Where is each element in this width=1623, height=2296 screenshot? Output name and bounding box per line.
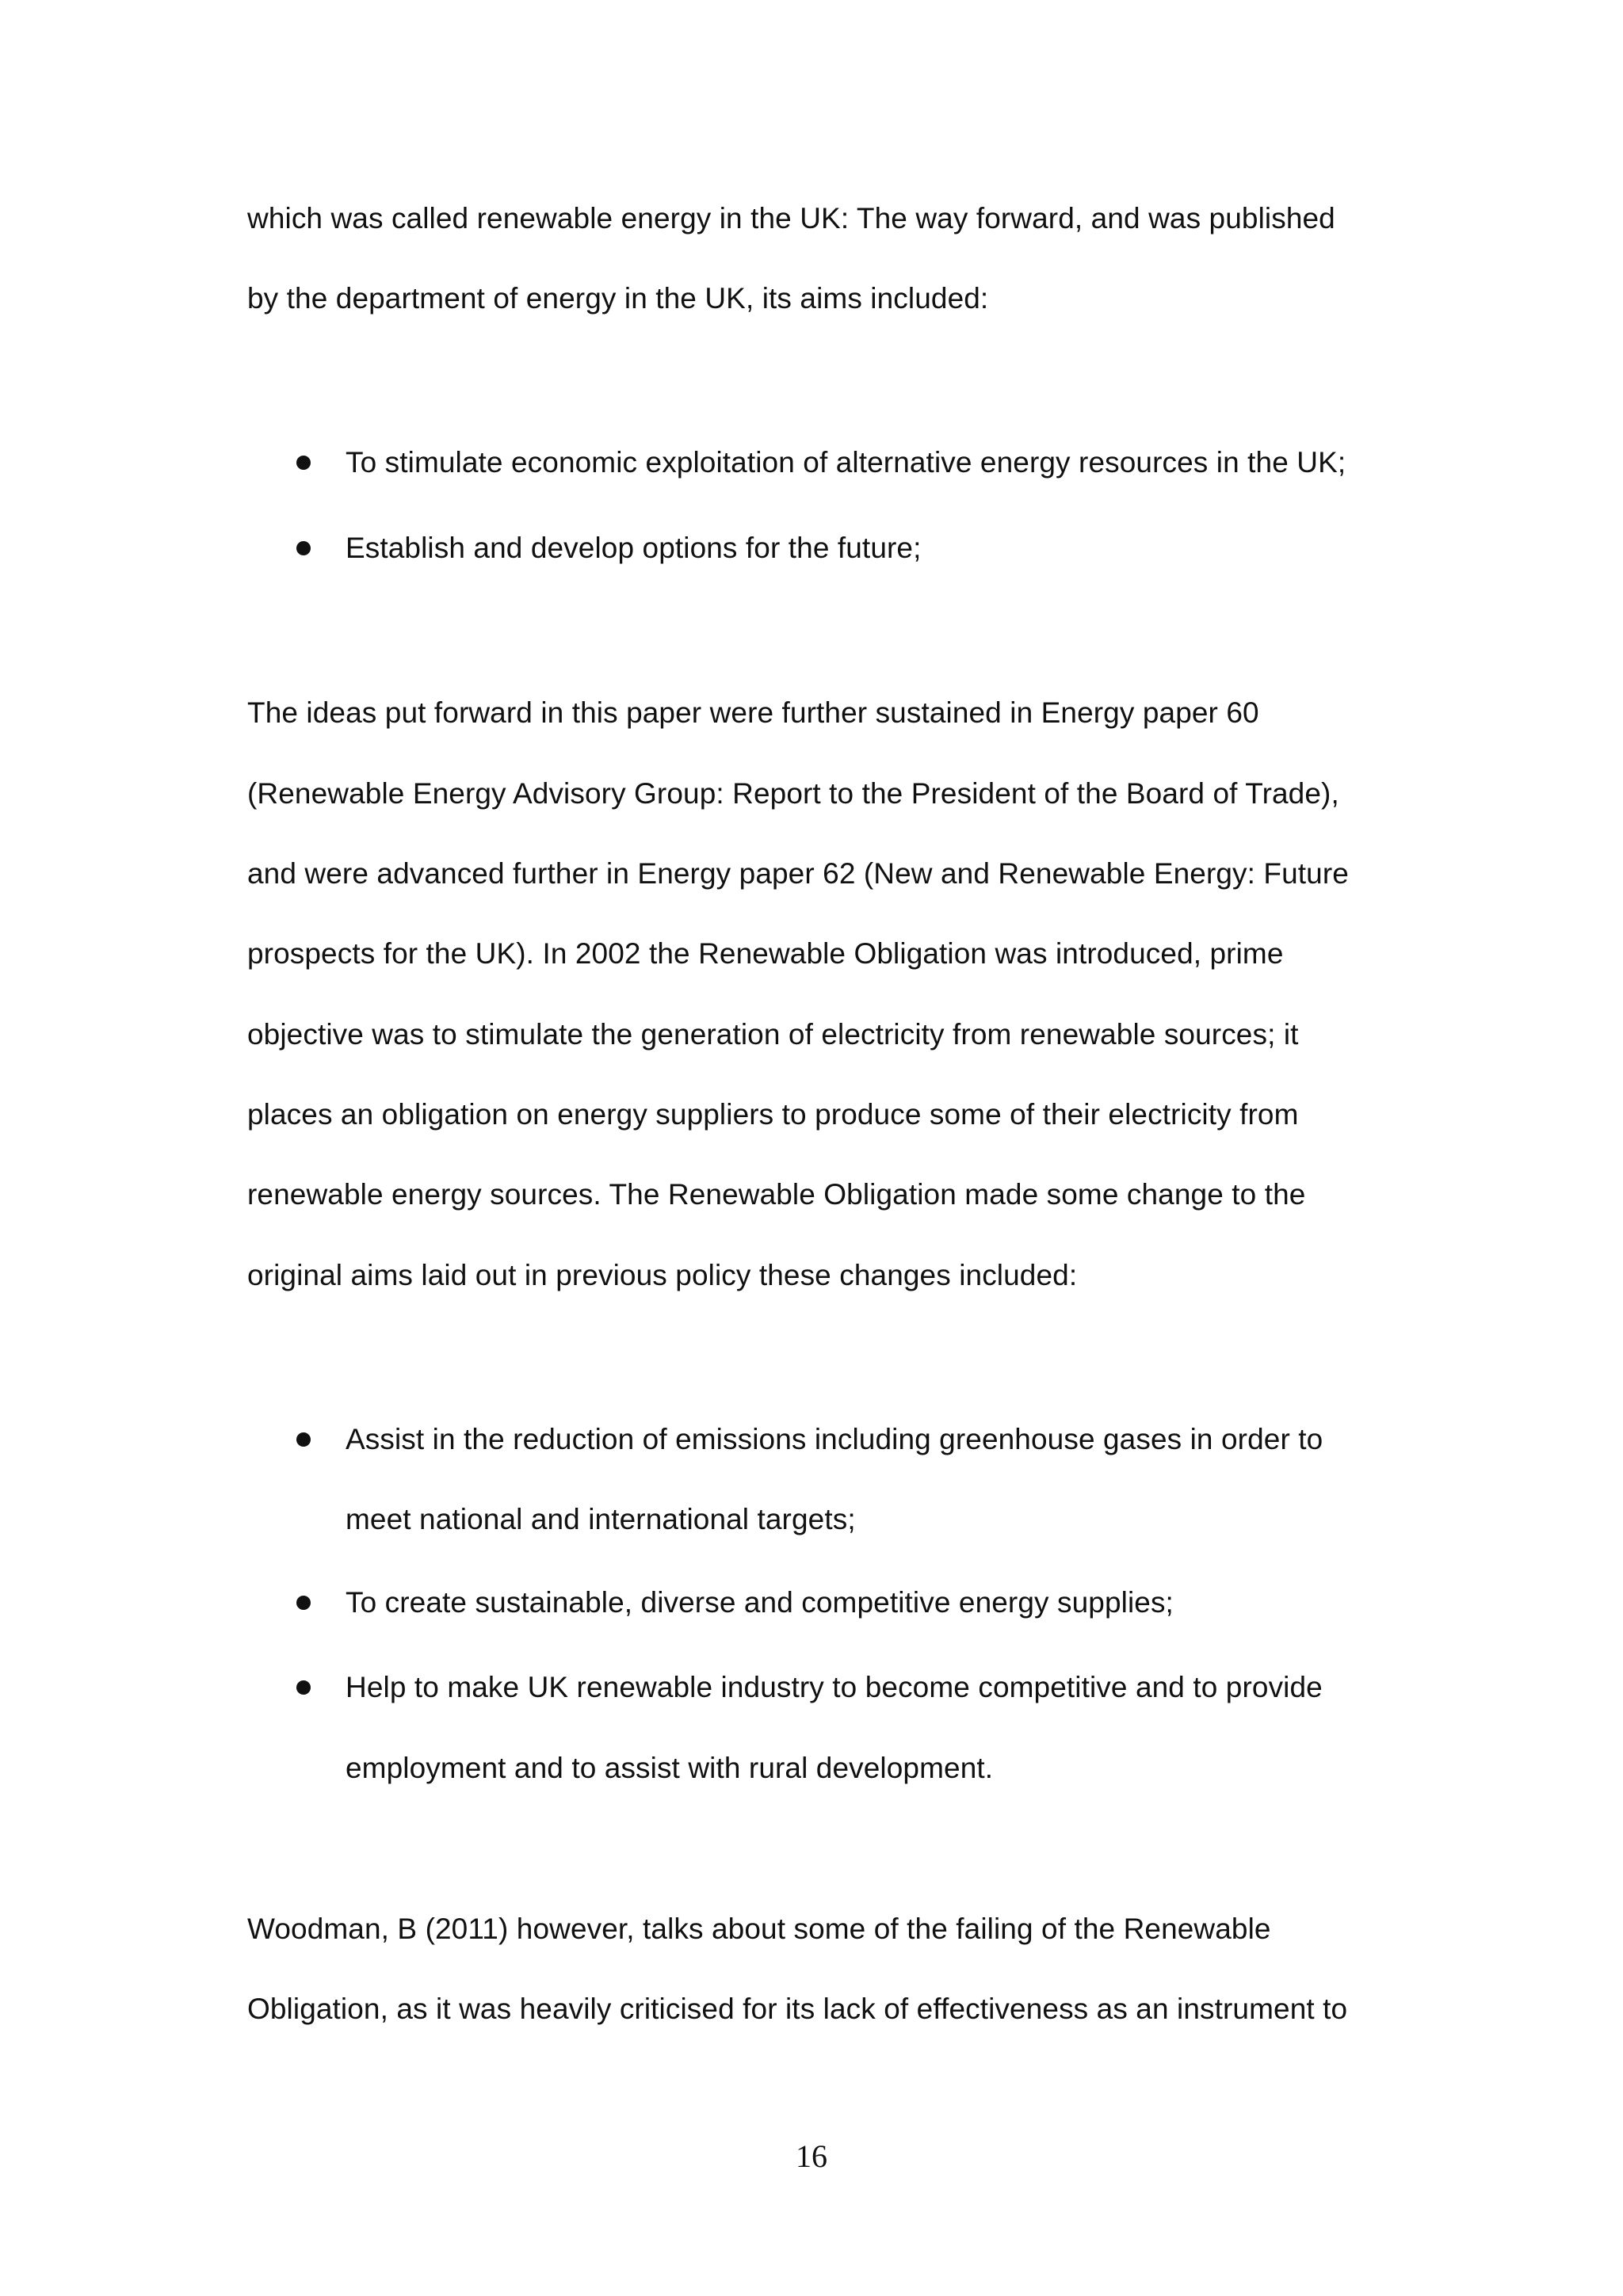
changes-list-item-1-line-1: Assist in the reduction of emissions including greenhouse gases in order to <box>346 1423 1323 1455</box>
bullet-icon <box>296 1680 311 1695</box>
aims-list-item-1: To stimulate economic exploitation of alternative energy resources in the UK; <box>346 446 1346 479</box>
bullet-icon <box>296 1432 311 1447</box>
changes-list-item-3-line-1: Help to make UK renewable industry to become competitive and to provide <box>346 1671 1323 1703</box>
bullet-icon <box>296 456 311 470</box>
paragraph-ideas-line-5: objective was to stimulate the generation of electricity from renewable sources; it <box>247 1018 1299 1051</box>
bullet-icon <box>296 541 311 555</box>
page-number: 16 <box>796 2138 827 2174</box>
paragraph-ideas-line-4: prospects for the UK). In 2002 the Renewable Obligation was introduced, prime <box>247 937 1284 970</box>
changes-list-item-3-line-2: employment and to assist with rural development. <box>346 1752 994 1784</box>
paragraph-ideas-line-6: places an obligation on energy suppliers to produce some of their electricity from <box>247 1098 1299 1131</box>
paragraph-intro-line-2: by the department of energy in the UK, its aims included: <box>247 282 989 315</box>
paragraph-intro-line-1: which was called renewable energy in the UK: The way forward, and was published <box>247 202 1335 235</box>
paragraph-ideas-line-3: and were advanced further in Energy paper 62 (New and Renewable Energy: Future <box>247 857 1349 890</box>
paragraph-woodman-line-1: Woodman, B (2011) however, talks about some of the failing of the Renewable <box>247 1913 1271 1945</box>
paragraph-ideas-line-2: (Renewable Energy Advisory Group: Report to the President of the Board of Trade), <box>247 777 1339 810</box>
paragraph-ideas-line-1: The ideas put forward in this paper were further sustained in Energy paper 60 <box>247 696 1259 729</box>
aims-list-item-2: Establish and develop options for the future; <box>346 532 922 564</box>
paragraph-woodman-line-2: Obligation, as it was heavily criticised for its lack of effectiveness as an instrument to <box>247 1993 1348 2025</box>
bullet-icon <box>296 1596 311 1610</box>
changes-list-item-1-line-2: meet national and international targets; <box>346 1503 856 1535</box>
paragraph-ideas-line-7: renewable energy sources. The Renewable Obligation made some change to the <box>247 1178 1306 1211</box>
paragraph-ideas-line-8: original aims laid out in previous policy these changes included: <box>247 1259 1078 1291</box>
changes-list-item-2: To create sustainable, diverse and competitive energy supplies; <box>346 1586 1174 1619</box>
